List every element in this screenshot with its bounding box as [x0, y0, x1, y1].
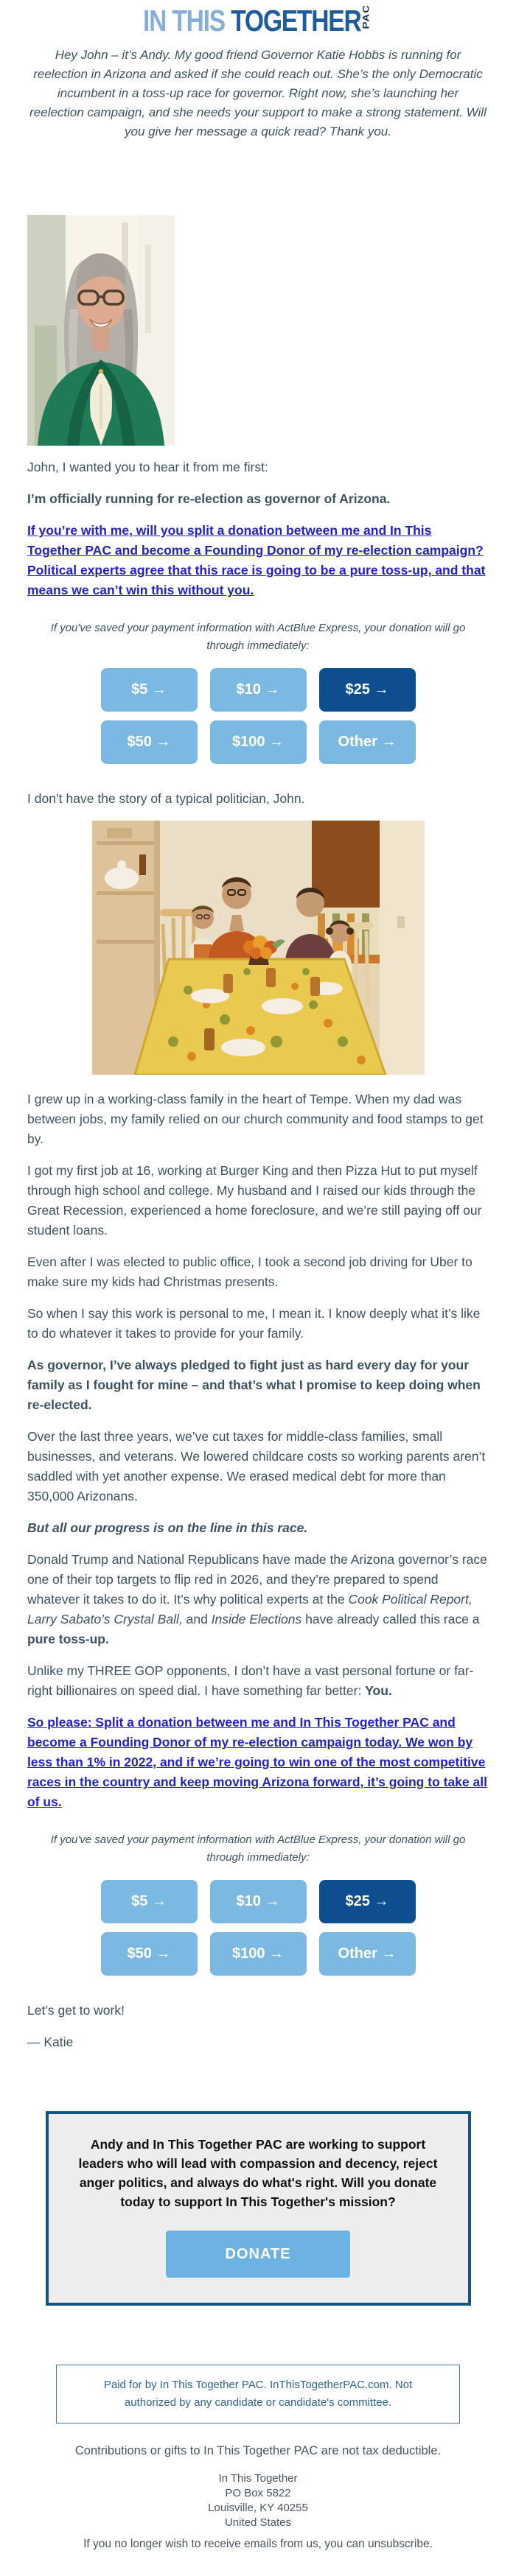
mailing-address	[0, 2471, 516, 2530]
tax-deductible-notice: Contributions or gifts to In This Together PAC are not tax deductible.	[74, 2444, 442, 2457]
unlike-text: Unlike my THREE GOP opponents, I don’t have a vast personal fortune or far-right billionaires on speed dial. I have something far better:	[27, 1663, 474, 1698]
experts-crystal-ball: Larry Sabato’s Crystal Ball,	[27, 1612, 183, 1626]
logo-in-this-text: IN THIS	[143, 3, 226, 38]
katie-hobbs-portrait-photo	[27, 215, 175, 446]
logo-pac-vertical-text: PAC	[360, 4, 372, 29]
donate-100-button-2[interactable]: $100 →	[210, 1932, 307, 1976]
paragraph-split-donation-1	[27, 521, 489, 600]
paragraph-progress: But all our progress is on the line in this race.	[27, 1520, 308, 1535]
donate-other-button-2[interactable]: Other →	[319, 1932, 416, 1976]
actblue-express-note-2: If you've saved your payment information with ActBlue Express, your donation will go through immediately:	[50, 1833, 466, 1864]
paragraph-announcement: I’m officially running for re-election as governor of Arizona.	[27, 491, 391, 506]
pac-donate-callout-box	[46, 2111, 471, 2306]
experts-cook-political-report: Cook Political Report,	[348, 1592, 473, 1607]
pac-logo	[46, 0, 470, 38]
split-donation-link-2[interactable]: So please: Split a donation between me and In This Together PAC and become a Founding Donor of my re-election campaign today. We won by less than 1% in 2022, and if we’re going to win one of the most competitive races in the country and keep moving Arizona forward, it’s going to take all of us.	[27, 1715, 487, 1809]
donate-25-button[interactable]: $25 →	[319, 668, 416, 712]
family-dinner-photo	[92, 821, 425, 1075]
unsubscribe-text-2: .	[429, 2537, 433, 2550]
paragraph-record: Over the last three years, we’ve cut taxes for middle-class families, small businesses, and veterans. We lowered childcare costs so working parents aren’t saddled with yet another expense. We erased medical debt for more than 350,000 Arizonans.	[27, 1429, 486, 1503]
donate-5-button-2[interactable]: $5 →	[101, 1880, 198, 1923]
experts-pure-toss-up: pure toss-up.	[27, 1632, 109, 1646]
paragraph-first-jobs: I got my first job at 16, working at Burger King and then Pizza Hut to put myself through high school and college. My husband and I raised our kids through the Great Recession, experienced a home foreclosure, and we’re still paying off our student loans.	[27, 1163, 482, 1238]
donate-50-button[interactable]: $50 →	[101, 720, 198, 764]
experts-inside-elections: Inside Elections	[211, 1612, 302, 1626]
experts-text-3: have already called this race a	[301, 1612, 480, 1626]
split-donation-link-1[interactable]: If you’re with me, will you split a donation between me and In This Together PAC and become a Founding Donor of my re-election campaign? Political experts agree that this race is going to be a pure toss-up, and that means we can’t win this without you.	[27, 523, 486, 597]
donate-button[interactable]: DONATE	[166, 2231, 350, 2278]
donate-25-button-2[interactable]: $25 →	[319, 1880, 416, 1923]
donate-50-button-2[interactable]: $50 →	[101, 1932, 198, 1976]
pac-donate-message: Andy and In This Together PAC are working to support leaders who will lead with compassion and decency, reject anger politics, and always do what's right. Will you donate today to support In This Together's mission?	[78, 2137, 438, 2209]
address-org: In This Together	[218, 2471, 298, 2485]
paragraph-uber: Even after I was elected to public office, I took a second job driving for Uber to make sure my kids had Christmas presents.	[27, 1254, 473, 1289]
forwarding-note: Hey John – it’s Andy. My good friend Governor Katie Hobbs is running for reelection in Arizona and asked if she could reach out. She’s the only Democratic incumbent in a toss-up race for governor. Right now, she’s launching her reelection campaign, and she needs your support to make a strong statement. Will you give her message a quick read? Thank you.	[29, 48, 487, 138]
donation-grid-top	[101, 668, 416, 764]
paid-for-text-2: . Not authorized by any candidate or candidate's committee.	[124, 2379, 413, 2409]
paid-for-disclaimer-box	[56, 2365, 460, 2424]
address-po-box: PO Box 5822	[225, 2486, 291, 2499]
address-country: United States	[224, 2516, 292, 2529]
unlike-you: You.	[365, 1683, 392, 1698]
unsubscribe-link[interactable]: unsubscribe	[368, 2537, 430, 2550]
paragraph-tempe: I grew up in a working-class family in the heart of Tempe. When my dad was between jobs, my family relied on our church community and food stamps to get by.	[27, 1092, 484, 1146]
donate-100-button[interactable]: $100 →	[210, 720, 307, 764]
donation-grid-bottom	[101, 1880, 416, 1976]
experts-text-1: Donald Trump and National Republicans have made the Arizona governor’s race one of their top targets to flip red in 2026, and they’re prepared to spend whatever it takes to do it. It’s why political experts at the	[27, 1552, 487, 1607]
address-city: Louisville, KY 40255	[208, 2501, 308, 2514]
paragraph-unlike-opponents	[27, 1661, 489, 1701]
paragraph-greeting: John, I wanted you to hear it from me first:	[27, 460, 268, 474]
paragraph-split-donation-2	[27, 1713, 489, 1812]
paragraph-closing: Let’s get to work!	[27, 2003, 125, 2018]
paragraph-signature: — Katie	[27, 2035, 74, 2049]
donate-10-button[interactable]: $10 →	[210, 668, 307, 712]
paragraph-personal: So when I say this work is personal to me, I mean it. I know deeply what it’s like to do whatever it takes to provide for your family.	[27, 1306, 481, 1341]
letter-body	[0, 215, 516, 2052]
pac-website-link[interactable]: InThisTogetherPAC.com	[269, 2379, 389, 2391]
paragraph-pledge: As governor, I’ve always pledged to fight just as hard every day for your family as I fought for mine – and that’s what I promise to keep doing when re-elected.	[27, 1358, 481, 1412]
unsubscribe-notice	[0, 2536, 516, 2565]
experts-text-2: and	[182, 1612, 212, 1626]
logo-together-text: TOGETHER	[231, 3, 361, 38]
unsubscribe-text-1: If you no longer wish to receive emails from us, you can	[83, 2537, 369, 2550]
actblue-express-note-1: If you've saved your payment information with ActBlue Express, your donation will go through immediately:	[50, 622, 466, 652]
donate-other-button[interactable]: Other →	[319, 720, 416, 764]
paragraph-experts	[27, 1550, 489, 1649]
paragraph-story-intro: I don’t have the story of a typical politician, John.	[27, 791, 305, 806]
donate-10-button-2[interactable]: $10 →	[210, 1880, 307, 1923]
donate-5-button[interactable]: $5 →	[101, 668, 198, 712]
paid-for-text-1: Paid for by In This Together PAC.	[103, 2379, 270, 2391]
